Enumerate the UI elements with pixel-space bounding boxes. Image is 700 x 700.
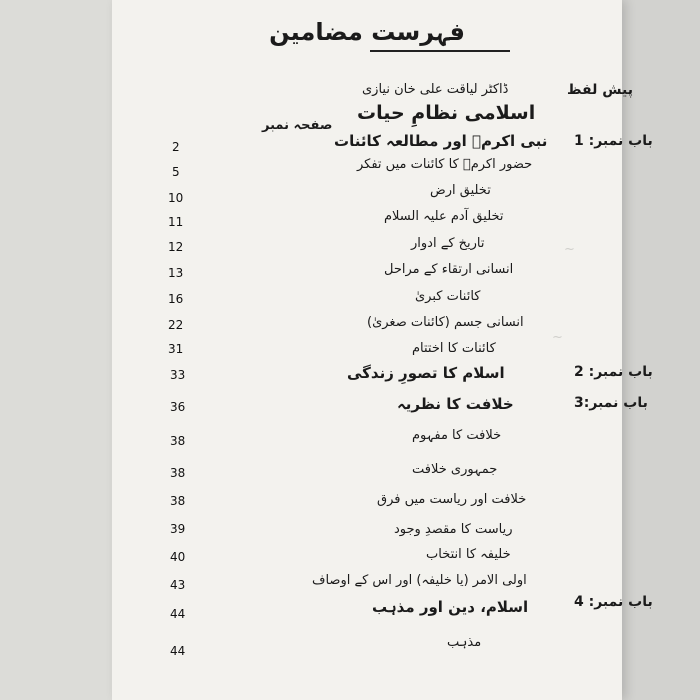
toc-page-number: 40 bbox=[170, 550, 186, 564]
book-page bbox=[112, 0, 653, 700]
toc-page-number: 43 bbox=[170, 578, 186, 592]
bleed-mark: ~ bbox=[552, 330, 563, 345]
toc-page-number: 11 bbox=[168, 215, 184, 229]
chapter-label-3: باب نمبر:3 bbox=[574, 395, 648, 411]
title-underline bbox=[370, 50, 510, 52]
toc-entry-text: اسلام، دین اور مذہب bbox=[372, 598, 529, 616]
page-title: فہرست مضامین bbox=[269, 18, 465, 46]
page-column-heading: صفحہ نمبر bbox=[262, 118, 333, 133]
toc-entry-text: خلافت کا مفہوم bbox=[412, 428, 502, 443]
toc-entry-text: اسلام کا تصورِ زندگی bbox=[347, 364, 505, 382]
toc-page-number: 5 bbox=[172, 165, 180, 179]
author-name: ڈاکٹر لیاقت علی خان نیازی bbox=[362, 82, 509, 97]
toc-page-number: 31 bbox=[168, 342, 184, 356]
toc-page-number: 13 bbox=[168, 266, 184, 280]
toc-entry-text: تخلیق آدم علیہ السلام bbox=[384, 209, 504, 224]
toc-entry-text: تخلیق ارض bbox=[430, 183, 491, 198]
toc-entry-text: انسانی جسم (کائنات صغریٰ) bbox=[367, 315, 524, 330]
preface-label: پیش لفظ bbox=[567, 82, 633, 98]
toc-entry-text: خلیفہ کا انتخاب bbox=[426, 547, 511, 562]
toc-entry-text: نبی اکرمؐ اور مطالعہ کائنات bbox=[334, 132, 548, 150]
toc-entry-text: تاریخ کے ادوار bbox=[411, 236, 485, 251]
toc-page-number: 36 bbox=[170, 400, 186, 414]
chapter-label-1: باب نمبر: 1 bbox=[574, 133, 653, 149]
toc-entry-text: اولی الامر (یا خلیفہ) اور اس کے اوصاف bbox=[312, 573, 527, 588]
toc-page-number: 44 bbox=[170, 607, 186, 621]
toc-entry-text: حضور اکرمؐ کا کائنات میں تفکر bbox=[357, 157, 533, 172]
toc-page-number: 38 bbox=[170, 466, 186, 480]
toc-entry-text: ریاست کا مقصدِ وجود bbox=[394, 522, 513, 537]
toc-entry-text: مذہب bbox=[447, 635, 482, 650]
chapter-label-2: باب نمبر: 2 bbox=[574, 364, 653, 380]
toc-page-number: 39 bbox=[170, 522, 186, 536]
toc-page-number: 44 bbox=[170, 644, 186, 658]
toc-page-number: 22 bbox=[168, 318, 184, 332]
toc-page-number: 2 bbox=[172, 140, 180, 154]
toc-page-number: 12 bbox=[168, 240, 184, 254]
bleed-mark: ~ bbox=[564, 242, 575, 257]
toc-page-number: 10 bbox=[168, 191, 184, 205]
toc-entry-text: خلافت اور ریاست میں فرق bbox=[377, 492, 527, 507]
toc-page-number: 16 bbox=[168, 292, 184, 306]
toc-page-number: 38 bbox=[170, 434, 186, 448]
toc-page-number: 38 bbox=[170, 494, 186, 508]
toc-entry-text: کائنات کا اختتام bbox=[412, 341, 496, 356]
toc-entry-text: خلافت کا نظریہ bbox=[397, 395, 514, 413]
chapter-label-4: باب نمبر: 4 bbox=[574, 594, 653, 610]
toc-entry-text: کائنات کبریٰ bbox=[415, 289, 481, 304]
book-title: اسلامی نظامِ حیات bbox=[357, 102, 536, 124]
toc-page-number: 33 bbox=[170, 368, 186, 382]
toc-entry-text: انسانی ارتقاء کے مراحل bbox=[384, 262, 514, 277]
toc-entry-text: جمہوری خلافت bbox=[412, 462, 498, 477]
